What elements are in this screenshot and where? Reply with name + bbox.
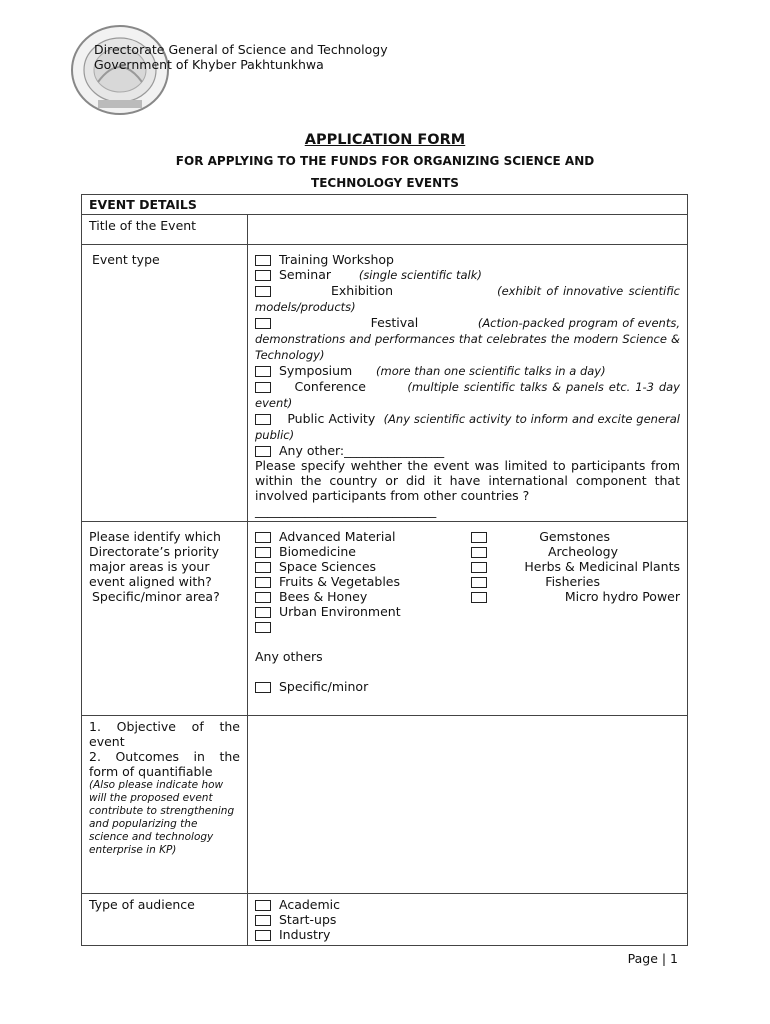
org-government: Government of Khyber Pakhtunkhwa: [94, 57, 324, 72]
checkbox[interactable]: [255, 622, 271, 633]
objective-label: 1. Objective of the event: [89, 719, 240, 749]
checkbox[interactable]: [255, 366, 271, 377]
area-fisheries[interactable]: [471, 574, 681, 589]
option-note: (multiple scientific talks & panels etc. 1-3 day event): [255, 380, 680, 410]
event-type-label: [82, 245, 248, 522]
event-details-table: [81, 194, 688, 946]
checkbox[interactable]: [471, 562, 487, 573]
option-note: (more than one scientific talks in a day): [376, 364, 606, 378]
option-label: Symposium: [279, 363, 353, 378]
checkbox[interactable]: [255, 915, 271, 926]
area-label: Micro hydro Power: [564, 589, 680, 604]
participants-question: Please specify wehther the event was limited to participants from within the country or did it have international component that involved participants from other countries ?: [255, 458, 680, 503]
outcomes-note: (Also please indicate how will the proposed event contribute to strengthening and popularizing the science and technology enterprise in KP): [89, 779, 235, 856]
audience-industry[interactable]: [255, 927, 680, 942]
option-label: Seminar: [279, 267, 331, 282]
option-any-other[interactable]: [255, 443, 680, 458]
area-label: Urban Environment: [279, 604, 401, 619]
checkbox[interactable]: [255, 900, 271, 911]
audience-label-text: Academic: [279, 897, 341, 912]
option-conference[interactable]: [255, 379, 680, 411]
area-right-column: [471, 529, 681, 634]
specific-area-question: Specific/minor area?: [92, 589, 220, 604]
priority-question: Please identify which Directorate’s priority major areas is your event aligned with?: [89, 529, 221, 589]
subtitle-line-1: FOR APPLYING TO THE FUNDS FOR ORGANIZING SCIENCE AND: [175, 154, 595, 168]
page-number: Page | 1: [627, 951, 678, 966]
area-bees-honey[interactable]: [255, 589, 465, 604]
option-note: (single scientific talk): [358, 268, 482, 282]
area-grid: [255, 529, 680, 634]
checkbox[interactable]: [255, 270, 271, 281]
any-others-label: Any others: [255, 649, 323, 664]
area-label: Biomedicine: [279, 544, 356, 559]
checkbox[interactable]: [255, 607, 271, 618]
org-name: Directorate General of Science and Technology: [94, 42, 388, 57]
priority-area-label: [82, 522, 248, 716]
area-fruits-vegetables[interactable]: [255, 574, 465, 589]
checkbox[interactable]: [255, 446, 271, 457]
area-label: Advanced Material: [279, 529, 396, 544]
event-type-options: [248, 245, 688, 522]
checkbox[interactable]: [255, 562, 271, 573]
option-symposium[interactable]: [255, 363, 680, 379]
event-title-field[interactable]: [248, 215, 688, 245]
checkbox[interactable]: [255, 414, 271, 425]
checkbox[interactable]: [255, 547, 271, 558]
area-label: Gemstones: [539, 529, 610, 544]
section-heading: EVENT DETAILS: [82, 195, 688, 215]
subtitle-line-2: TECHNOLOGY EVENTS: [311, 176, 459, 190]
specific-minor-option[interactable]: [255, 679, 680, 694]
option-label: Specific/minor: [279, 679, 369, 694]
area-space-sciences[interactable]: [255, 559, 465, 574]
option-label: Public Activity: [287, 411, 376, 426]
area-label: Bees & Honey: [279, 589, 368, 604]
checkbox[interactable]: [255, 286, 271, 297]
checkbox[interactable]: [255, 682, 271, 693]
checkbox[interactable]: [255, 930, 271, 941]
area-label: Fisheries: [545, 574, 600, 589]
area-left-column: [255, 529, 465, 634]
area-extra-checkbox[interactable]: [255, 619, 465, 634]
audience-label-text: Industry: [279, 927, 331, 942]
area-label: Fruits & Vegetables: [279, 574, 400, 589]
area-label: Archeology: [547, 544, 618, 559]
area-micro-hydro[interactable]: [471, 589, 681, 604]
event-type-label-text: Event type: [92, 252, 160, 267]
checkbox[interactable]: [255, 532, 271, 543]
form-subtitle: [0, 150, 770, 194]
area-biomedicine[interactable]: [255, 544, 465, 559]
objective-outcomes-label: [82, 716, 248, 894]
participants-answer-blank[interactable]: _____________________________: [255, 503, 437, 518]
checkbox[interactable]: [255, 318, 271, 329]
organization-header: [94, 42, 388, 72]
area-label: Herbs & Medicinal Plants: [524, 559, 680, 574]
outcomes-label: 2. Outcomes in the form of quantifiable: [89, 749, 240, 779]
checkbox[interactable]: [255, 255, 271, 266]
area-herbs-medicinal[interactable]: [471, 559, 681, 574]
area-label: Space Sciences: [279, 559, 377, 574]
option-note: (exhibit of innovative scientific models/products): [255, 284, 680, 314]
checkbox[interactable]: [471, 547, 487, 558]
checkbox[interactable]: [471, 532, 487, 543]
priority-area-options: [248, 522, 688, 716]
area-advanced-material[interactable]: [255, 529, 465, 544]
option-festival[interactable]: [255, 315, 680, 363]
objective-outcomes-field[interactable]: [248, 716, 688, 894]
option-label: Exhibition: [331, 283, 394, 298]
audience-label: Type of audience: [82, 894, 248, 946]
area-gemstones[interactable]: [471, 529, 681, 544]
checkbox[interactable]: [471, 592, 487, 603]
option-training-workshop[interactable]: [255, 252, 680, 267]
option-label: Any other:________________: [279, 443, 445, 458]
checkbox[interactable]: [471, 577, 487, 588]
option-label: Festival: [370, 315, 419, 330]
area-archeology[interactable]: [471, 544, 681, 559]
checkbox[interactable]: [255, 382, 271, 393]
audience-label-text: Start-ups: [279, 912, 337, 927]
option-public-activity[interactable]: [255, 411, 680, 443]
checkbox[interactable]: [255, 577, 271, 588]
option-exhibition[interactable]: [255, 283, 680, 315]
event-title-label: Title of the Event: [82, 215, 248, 245]
form-title: APPLICATION FORM: [304, 132, 466, 148]
option-note: (Action-packed program of events, demonstrations and performances that celebrates the modern Science & Technology): [255, 316, 681, 362]
option-label: Conference: [294, 379, 366, 394]
audience-startups[interactable]: [255, 912, 680, 927]
area-urban-environment[interactable]: [255, 604, 465, 619]
option-seminar[interactable]: [255, 267, 680, 283]
checkbox[interactable]: [255, 592, 271, 603]
option-label: Training Workshop: [279, 252, 394, 267]
audience-options: [248, 894, 688, 946]
audience-academic[interactable]: [255, 897, 680, 912]
option-note: (Any scientific activity to inform and excite general public): [255, 412, 680, 442]
